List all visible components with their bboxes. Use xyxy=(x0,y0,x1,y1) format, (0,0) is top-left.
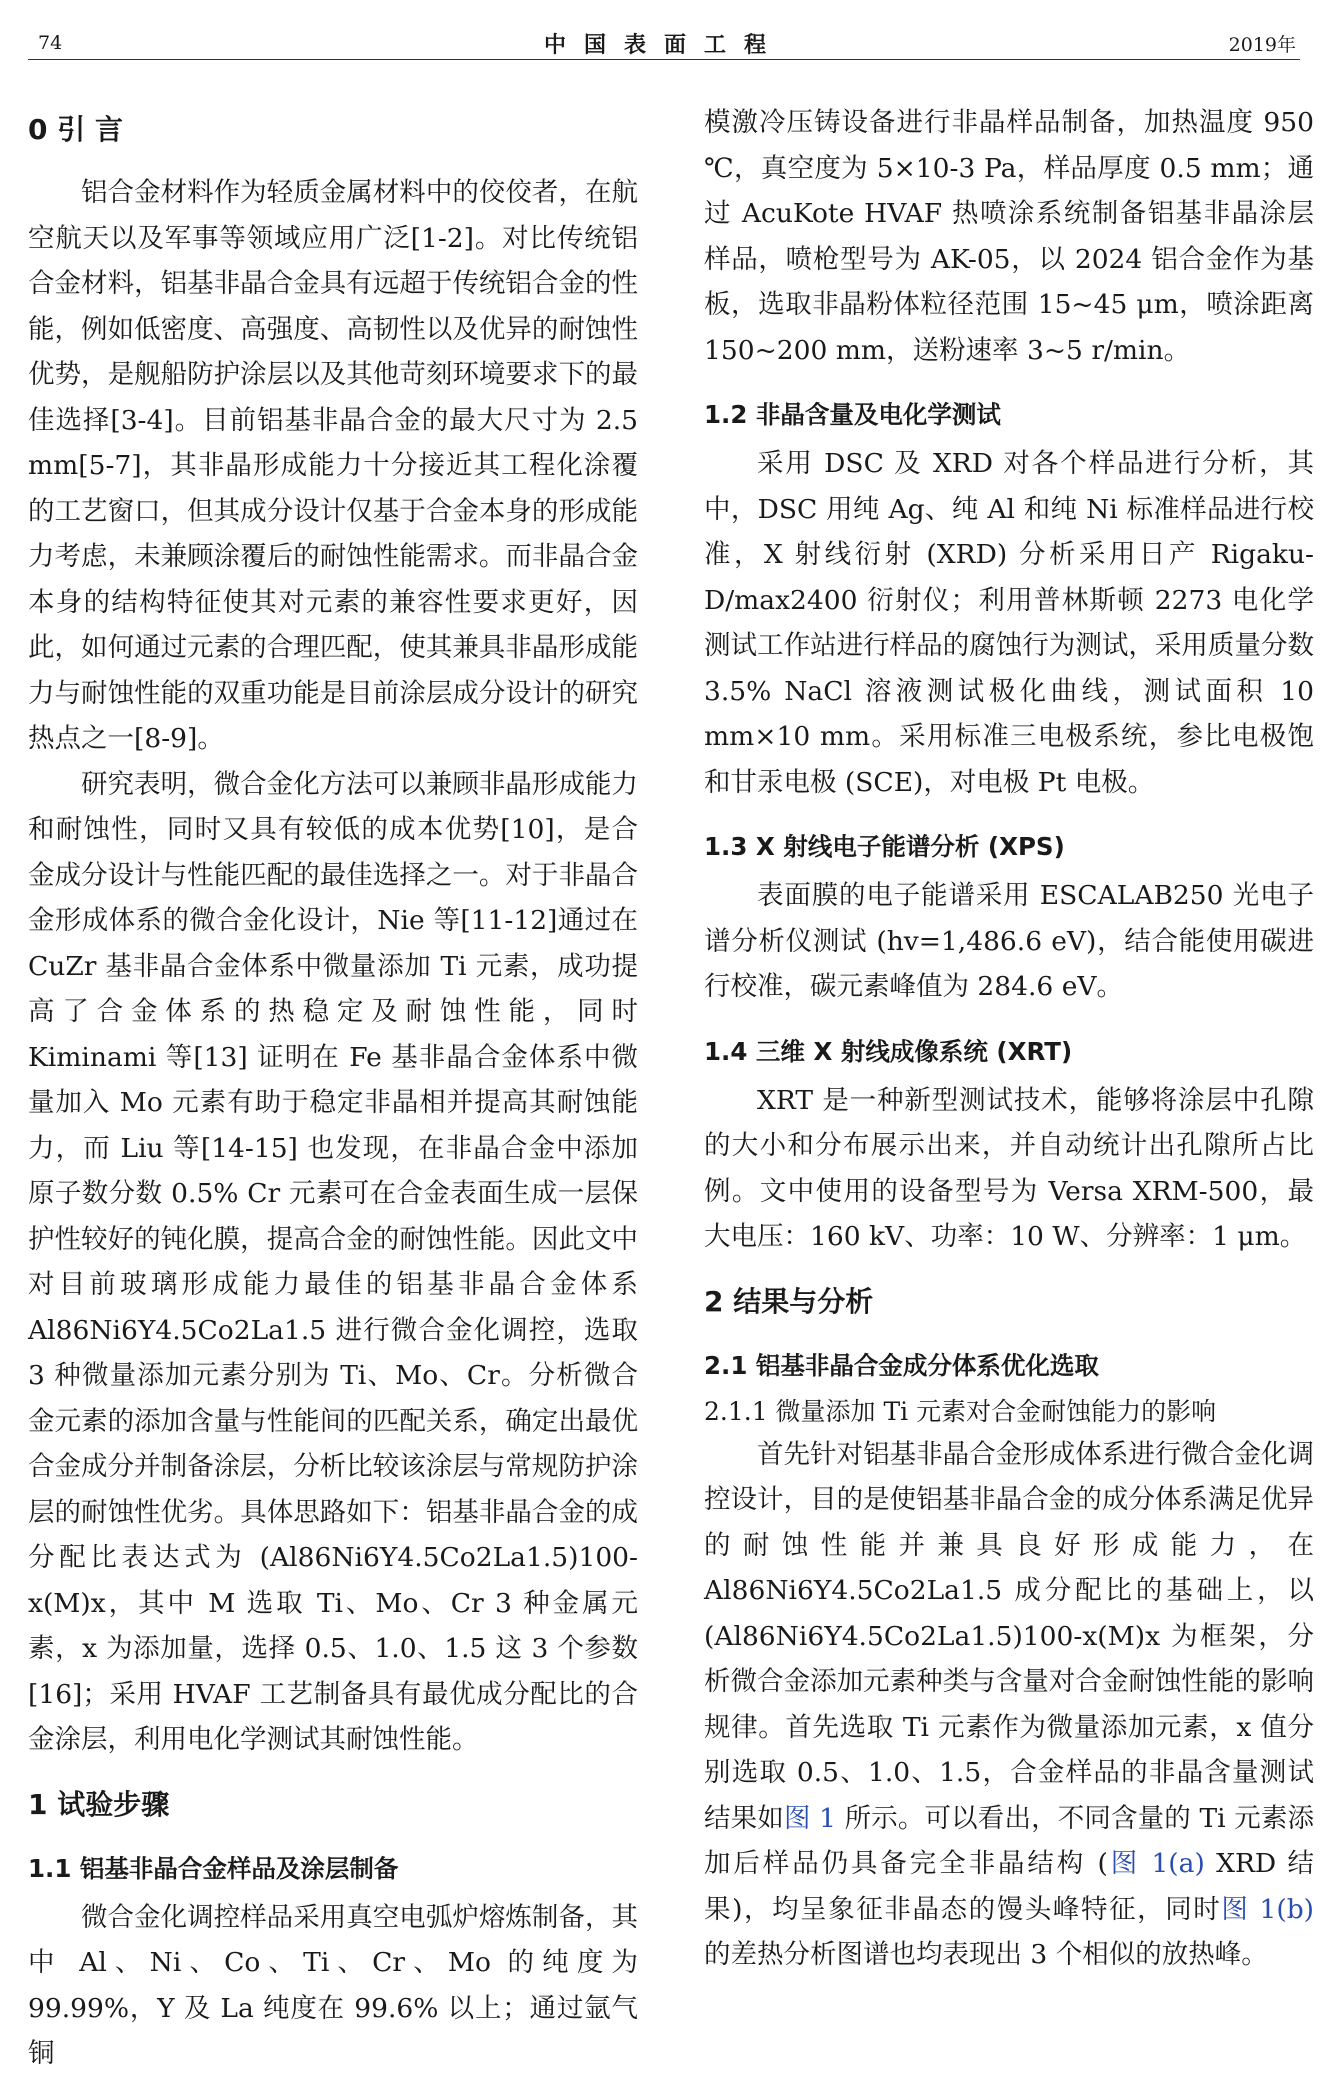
subsection-2-1-1-heading: 2.1.1 微量添加 Ti 元素对合金耐蚀能力的影响 xyxy=(704,1396,1217,1426)
intro-paragraph-1: 铝合金材料作为轻质金属材料中的佼佼者，在航空航天以及军事等领域应用广泛[1-2]。对比传统铝合金材料，铝基非晶合金具有远超于传统铝合金的性能，例如低密度、高强度、高韧性以及优异的耐蚀性优势，是舰船防护涂层以及其他苛刻环境要求下的最佳选择[3-4]。目前铝基非晶合金的最大尺寸为 2.5 mm[5-7]，其非晶形成能力十分接近其工程化涂覆的工艺窗口，但其成分设计仅基于合金本身的形成能力考虑，未兼顾涂覆后的耐蚀性能需求。而非晶合金本身的结构特征使其对元素的兼容性要求更好，因此，如何通过元素的合理匹配，使其兼具非晶形成能力与耐蚀性能的双重功能是目前涂层成分设计的研究热点之一[8-9]。 xyxy=(28,177,638,754)
subsection-1-3-heading: 1.3 X 射线电子能谱分析 (XPS) xyxy=(704,832,1065,861)
issue-year: 2019年 xyxy=(1228,34,1296,56)
ti-text-part-4: 的差热分析图谱也均表现出 3 个相似的放热峰。 xyxy=(704,1939,1268,1970)
subsection-1-4-heading: 1.4 三维 X 射线成像系统 (XRT) xyxy=(704,1036,1073,1066)
page-header xyxy=(28,26,1300,60)
right-column xyxy=(704,108,1314,1978)
page-number: 74 xyxy=(38,32,63,54)
figure-1a-link[interactable]: 图 1(a) xyxy=(1107,1848,1205,1879)
subsection-1-1-heading: 1.1 铝基非晶合金样品及涂层制备 xyxy=(28,1853,399,1883)
figure-1b-link[interactable]: 图 1(b) xyxy=(1221,1893,1314,1925)
ti-text-part-2: 所示。可以看出，不同含量的 Ti 元素添加后样品仍具备完全非晶结构 ( xyxy=(704,1802,1315,1879)
subsection-1-2-heading: 1.2 非晶含量及电化学测试 xyxy=(704,400,1001,429)
ti-addition-paragraph xyxy=(704,1432,1314,1978)
left-column xyxy=(28,108,638,2077)
xrt-paragraph: XRT 是一种新型测试技术，能够将涂层中孔隙的大小和分布展示出来，并自动统计出孔隙所占比例。文中使用的设备型号为 Versa XRM-500，最大电压：160 kV、功率：10 W、分辨率：1 μm。 xyxy=(704,1084,1314,1252)
ti-text-part-1: 首先针对铝基非晶合金形成体系进行微合金化调控设计，目的是使铝基非晶合金的成分体系满足优异的耐蚀性能并兼具良好形成能力，在 Al86Ni6Y4.5Co2La1.5 成分配比的基础上，以 (Al86Ni6Y4.5Co2La1.5)100-x(M)x 为框架，分析微合金添加元素种类与含量对合金耐蚀性能的影响规律。首先选取 Ti 元素作为微量添加元素，x 值分别选取 0.5、1.0、1.5，合金样品的非晶含量测试结果如 xyxy=(704,1438,1314,1834)
figure-1-link[interactable]: 图 1 xyxy=(783,1802,837,1834)
xps-paragraph: 表面膜的电子能谱采用 ESCALAB250 光电子谱分析仪测试 (hv=1,486.6 eV)，结合能使用碳进行校准，碳元素峰值为 284.6 eV。 xyxy=(704,880,1314,1002)
intro-paragraph-2: 研究表明，微合金化方法可以兼顾非晶形成能力和耐蚀性，同时又具有较低的成本优势[10]，是合金成分设计与性能匹配的最佳选择之一。对于非晶合金形成体系的微合金化设计，Nie 等[11-12]通过在 CuZr 基非晶合金体系中微量添加 Ti 元素，成功提高了合金体系的热稳定及耐蚀性能，同时 Kiminami 等[13] 证明在 Fe 基非晶合金体系中微量加入 Mo 元素有助于稳定非晶相并提高其耐蚀能力，而 Liu 等[14-15] 也发现，在非晶合金中添加原子数分数 0.5% Cr 元素可在合金表面生成一层保护性较好的钝化膜，提高合金的耐蚀性能。因此文中对目前玻璃形成能力最佳的铝基非晶合金体系 Al86Ni6Y4.5Co2La1.5 进行微合金化调控，选取 3 种微量添加元素分别为 Ti、Mo、Cr。分析微合金元素的添加含量与性能间的匹配关系，确定出最优合金成分并制备涂层，分析比较该涂层与常规防护涂层的耐蚀性优劣。具体思路如下：铝基非晶合金的成分配比表达式为 (Al86Ni6Y4.5Co2La1.5)100-x(M)x，其中 M 选取 Ti、Mo、Cr 3 种金属元素，x 为添加量，选择 0.5、1.0、1.5 这 3 个参数[16]；采用 HVAF 工艺制备具有最优成分配比的合金涂层，利用电化学测试其耐蚀性能。 xyxy=(28,768,638,1755)
section-1-heading: 1 试验步骤 xyxy=(28,1787,170,1821)
header-rule xyxy=(28,59,1300,60)
section-2-heading: 2 结果与分析 xyxy=(704,1284,874,1318)
section-0-heading: 0 引 言 xyxy=(28,113,123,146)
subsection-2-1-heading: 2.1 铝基非晶合金成分体系优化选取 xyxy=(704,1350,1099,1380)
journal-title: 中国表面工程 xyxy=(543,32,784,58)
sample-prep-paragraph: 微合金化调控样品采用真空电弧炉熔炼制备，其中 Al、Ni、Co、Ti、Cr、Mo 的纯度为 99.99%，Y 及 La 纯度在 99.6% 以上；通过氩气铜 xyxy=(28,1901,638,2069)
sample-prep-continued: 模激冷压铸设备进行非晶样品制备，加热温度 950 ℃，真空度为 5×10-3 Pa，样品厚度 0.5 mm；通过 AcuKote HVAF 热喷涂系统制备铝基非晶涂层样品，喷枪型号为 AK-05，以 2024 铝合金作为基板，选取非晶粉体粒径范围 15~45 μm，喷涂距离 150~200 mm，送粉速率 3~5 r/min。 xyxy=(704,107,1314,366)
ti-text-part-3: XRD 结果)，均呈象征非晶态的馒头峰特征，同时 xyxy=(704,1848,1314,1925)
electrochem-paragraph: 采用 DSC 及 XRD 对各个样品进行分析，其中，DSC 用纯 Ag、纯 Al 和纯 Ni 标准样品进行校准，X 射线衍射 (XRD) 分析采用日产 Rigaku-D/max2400 衍射仪；利用普林斯顿 2273 电化学测试工作站进行样品的腐蚀行为测试，采用质量分数 3.5% NaCl 溶液测试极化曲线，测试面积 10 mm×10 mm。采用标准三电极系统，参比电极饱和甘汞电极 (SCE)，对电极 Pt 电极。 xyxy=(704,448,1314,798)
